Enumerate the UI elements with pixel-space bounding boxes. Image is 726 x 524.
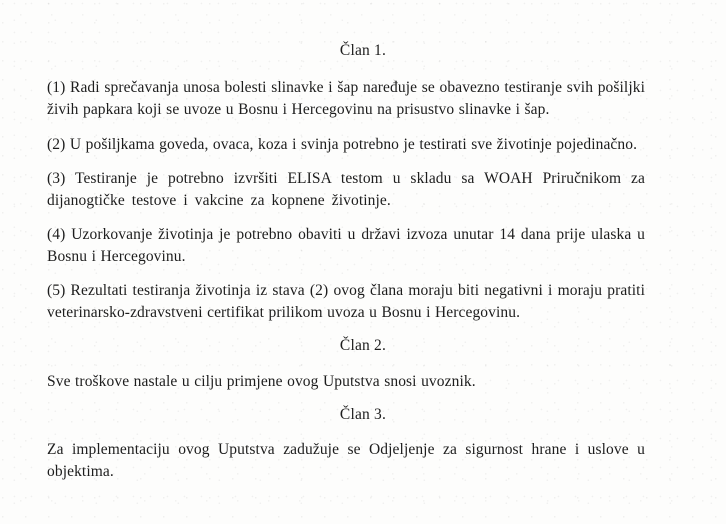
article-1-paragraph-4: (4) Uzorkovanje životinja je potrebno obaviti u državi izvoza unutar 14 dana prije ulaska u Bosnu i Hercegovinu. (47, 226, 645, 265)
article-3-paragraph: Za implementaciju ovog Uputstva zadužuje se Odjeljenje za sigurnost hrane i uslove u objektima. (47, 441, 645, 480)
article-1-paragraph-2: (2) U pošiljkama goveda, ovaca, koza i svinja potrebno je testirati sve životinje pojedinačno. (47, 136, 638, 153)
article-2-heading: Član 2. (339, 337, 387, 354)
article-1-paragraph-3: (3) Testiranje je potrebno izvršiti ELISA testom u skladu sa WOAH Priručnikom za dijanogtičke testove i vakcine za kopnene životinje. (47, 170, 645, 209)
article-1-paragraph-1: (1) Radi sprečavanja unosa bolesti slinavke i šap naređuje se obavezno testiranje svih pošiljki živih papkara koji se uvoze u Bosnu i Hercegovinu na prisustvo slinavke i šap. (47, 79, 645, 118)
article-1-paragraph-5: (5) Rezultati testiranja životinja iz stava (2) ovog člana moraju biti negativni i moraju pratiti veterinarsko-zdravstveni certifikat prilikom uvoza u Bosnu i Hercegovinu. (47, 282, 645, 321)
article-1-heading: Član 1. (339, 42, 387, 59)
article-2-paragraph: Sve troškove nastale u cilju primjene ovog Uputstva snosi uvoznik. (47, 373, 476, 390)
article-3-heading: Član 3. (339, 406, 387, 423)
